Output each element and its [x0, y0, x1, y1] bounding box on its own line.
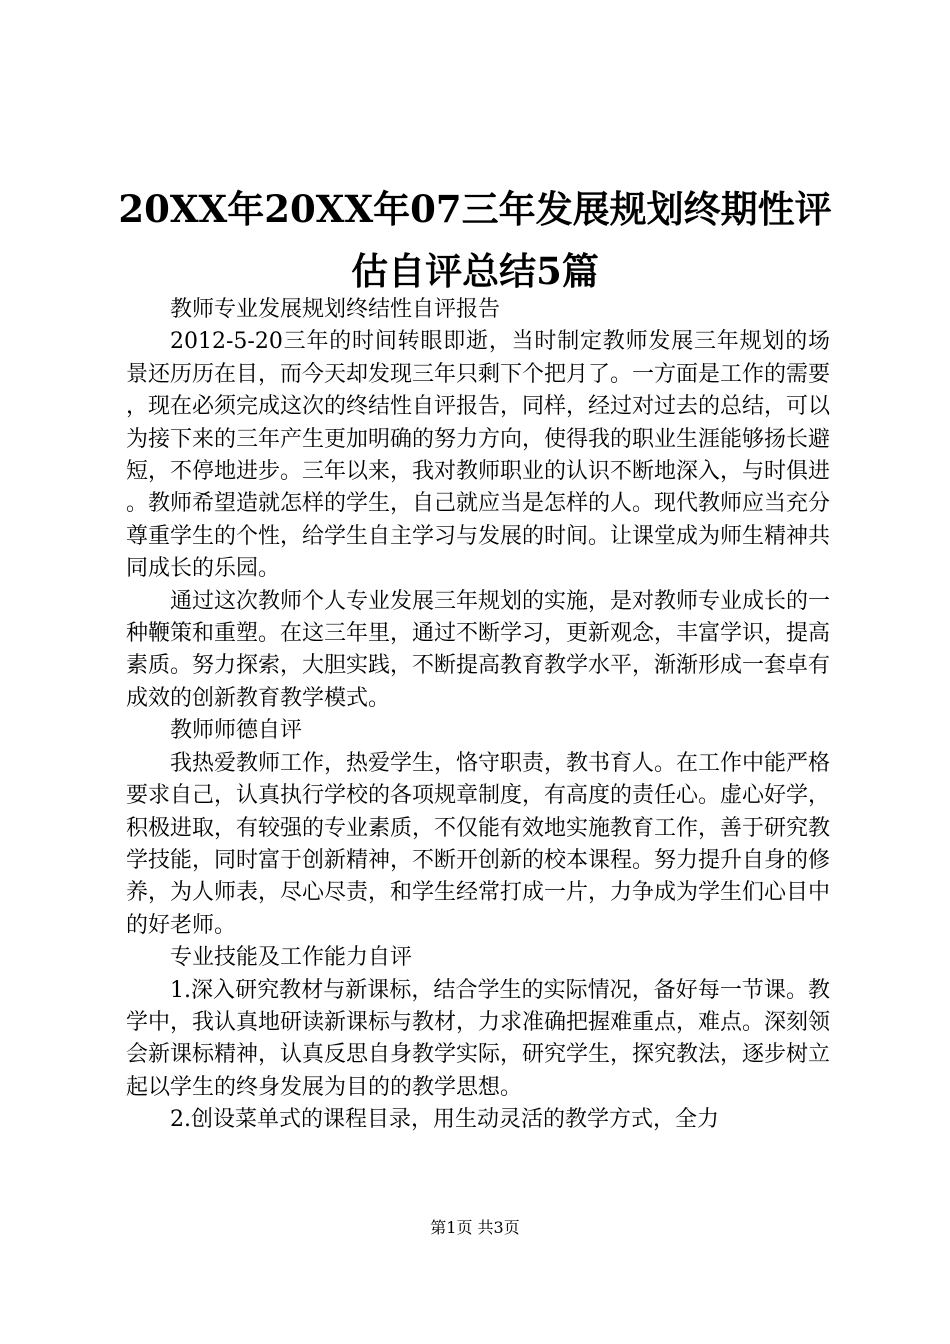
- paragraph-ethics: 我热爱教师工作，热爱学生，恪守职责，教书育人。在工作中能严格要求自己，认真执行学校的各项规章制度，有高度的责任心。虚心好学，积极进取，有较强的专业素质，不仅能有效地实施教育工作，善于研究教学技能，同时富于创新精神，不断开创新的校本课程。努力提升自身的修养，为人师表，尽心尽责，和学生经常打成一片，力争成为学生们心目中的好老师。: [126, 750, 831, 938]
- paragraph-intro: 2012-5-20三年的时间转眼即逝，当时制定教师发展三年规划的场景还历历在目，而今天却发现三年只剩下个把月了。一方面是工作的需要，现在必须完成这次的终结性自评报告，同样，经过对过去的总结，可以为接下来的三年产生更加明确的努力方向，使得我的职业生涯能够扬长避短，不停地进步。三年以来，我对教师职业的认识不断地深入，与时俱进。教师希望造就怎样的学生，自己就应当是怎样的人。现代教师应当充分尊重学生的个性，给学生自主学习与发展的时间。让课堂成为师生精神共同成长的乐园。: [126, 329, 831, 582]
- page-footer: 第1页 共3页: [430, 1218, 520, 1237]
- section-heading-ethics: 教师师德自评: [170, 718, 303, 744]
- paragraph-implementation: 通过这次教师个人专业发展三年规划的实施，是对教师专业成长的一种鞭策和重塑。在这三年里，通过不断学习，更新观念，丰富学识，提高素质。努力探索，大胆实践，不断提高教育教学水平，渐渐形成一套卓有成效的创新教育教学模式。: [126, 588, 831, 711]
- paragraph-skills-1: 1.深入研究教材与新课标，结合学生的实际情况，备好每一节课。教学中，我认真地研读新课标与教材，力求准确把握难重点，难点。深刻领会新课标精神，认真反思自身教学实际，研究学生，探究教法，逐步树立起以学生的终身发展为目的的教学思想。: [126, 977, 831, 1100]
- paragraph-skills-2: 2.创设菜单式的课程目录，用生动灵活的教学方式，全力: [170, 1107, 719, 1133]
- section-heading-self-evaluation-report: 教师专业发展规划终结性自评报告: [170, 297, 501, 322]
- section-heading-skills: 专业技能及工作能力自评: [170, 945, 413, 971]
- document-body: [126, 294, 830, 1137]
- document-title: 20XX年20XX年07三年发展规划终期性评估自评总结5篇: [118, 187, 832, 293]
